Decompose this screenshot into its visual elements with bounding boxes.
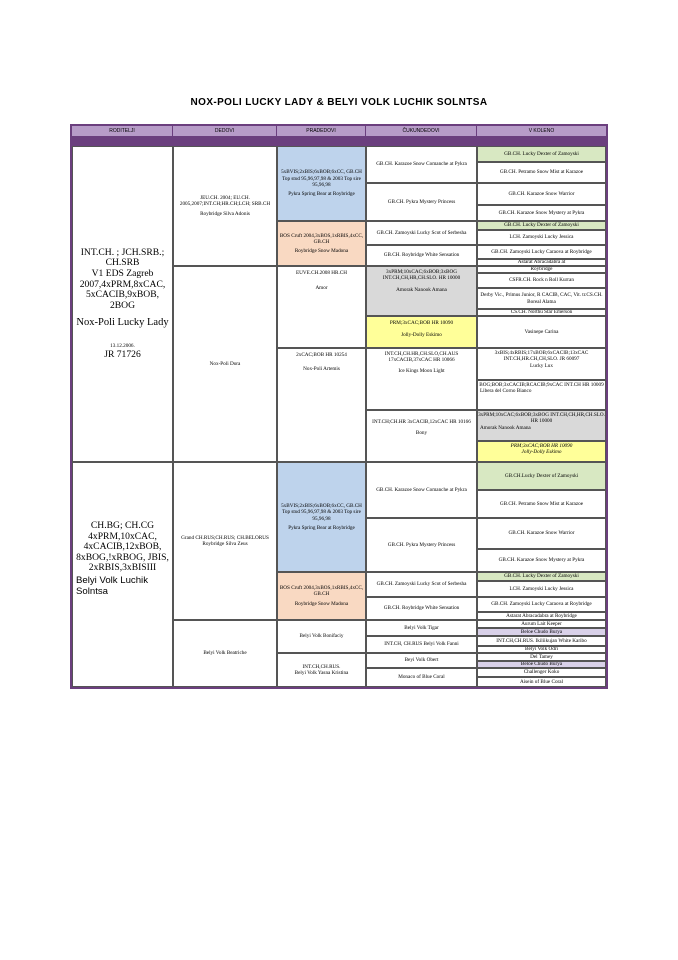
gg4-name: Nox-Poli Artemis <box>303 366 340 373</box>
ancestor-5g-19: GB.CH. Petramo Snow Mist at Karazoe <box>477 490 606 518</box>
parent-1-name: Nox-Poli Lucky Lady <box>76 317 169 329</box>
gg3-titles: EUVE.CH.2008 HR.CH <box>295 270 347 276</box>
grandparent-1-name: Roybridge Silva Adonis <box>200 211 250 218</box>
ancestor-5g-16 <box>477 410 606 441</box>
grandparent-2 <box>173 266 277 462</box>
gg2-titles: BOS Cruft 2004,3xBOS,1xRBIS,4xCC, GB.CH <box>279 232 364 245</box>
ancestor-4g-12: GB.CH. Roybridge White Sensation <box>366 597 477 620</box>
ggg5-titles: 3xPRM;10xCAC;6xBOB;3xBOG INT.CH,CH,HR,CH.SLO. HR 10000 <box>382 269 461 282</box>
ancestor-5g-15-titles: BOG;BOB;3xCACIB;RCACIB;9xCAC INT.CH HR 10009 <box>479 382 604 388</box>
ancestor-5g-4: GB.CH. Karazoe Snow Mystery at Pykra <box>477 205 606 221</box>
grandparent-4-name: Belyi Volk Beatriche <box>203 650 247 657</box>
ancestor-5g-26: Aurum Lait Keeper <box>477 620 606 628</box>
ancestor-5g-15 <box>477 380 606 410</box>
parent-2-titles: CH.BG; CH.CG 4xPRM,10xCAC, 4xCACIB,12xBOB, 8xBOG,!xRBOG, JBIS, 2xRBIS,3xBISIII <box>76 520 169 574</box>
ancestor-4g-15: Beyi Volk Obert <box>366 653 477 668</box>
header-parents: RODITELJI <box>72 126 173 136</box>
gg5-name: Pykra Spring Bear at Roybridge <box>288 524 355 531</box>
ancestor-5g-10: CSFR.CH. Rock n Roll Kurran <box>477 273 606 288</box>
ancestor-5g-27: Beloe Chudo Burya <box>477 628 606 636</box>
ancestor-5g-11-name: Boreal Alatna <box>527 298 556 305</box>
great-grandparent-5 <box>277 462 366 572</box>
ancestor-5g-5: GB.CH. Lucky Dexter of Zamoyski <box>477 221 606 230</box>
grandparent-1 <box>173 146 277 266</box>
ancestor-5g-32: Challenger Koko <box>477 668 606 677</box>
gg5-extra: Top stud 95,96,97,98 & 2003 Top sire 95,96,98 <box>282 509 361 522</box>
gg6-titles: BOS Cruft 2004,3xBOS,1xRBIS,4xCC, GB.CH <box>279 585 364 598</box>
header-grandparents: DEDOVI <box>173 126 277 136</box>
gg6-name: Roybridge Snow Madona <box>294 600 349 607</box>
ancestor-5g-8: Astarat Abracadabra at <box>477 259 606 266</box>
gg8-name: Belyi Volk Yasna Kristina <box>294 670 349 676</box>
gg2-name: Roybridge Snow Madona <box>294 248 349 255</box>
ancestor-4g-1: GB.CH. Karazoe Snow Comanche at Pykra <box>366 146 477 183</box>
great-grandparent-2 <box>277 221 366 266</box>
ggg6-titles: PRM;3xCAC;BOB HR 10090 <box>389 320 454 326</box>
ancestor-5g-18: GB.CH.Lucky Dexter of Zamoyski <box>477 462 606 490</box>
ancestor-5g-33: Aisein of Blue Coral <box>477 677 606 687</box>
gg1-extra: Top stud 95,96,97,98 & 2003 Top sire 95,96,98 <box>282 175 361 188</box>
grandparent-4 <box>173 620 277 687</box>
ancestor-5g-7: GB.CH. Zamoyski Lucky Caraova at Roybridge <box>477 245 606 259</box>
gg5-titles: 5xBVIS;2xBIS;6xBOB;6xCC, GB.CH <box>281 502 362 509</box>
ancestor-4g-4: GB.CH. Roybridge White Sensation <box>366 245 477 266</box>
ancestor-4g-6 <box>366 316 477 348</box>
ancestor-5g-17 <box>477 441 606 462</box>
ancestor-5g-14 <box>477 348 606 380</box>
ancestor-4g-5 <box>366 266 477 316</box>
grandparent-1-titles: JEU.CH. 2004; EU.CH. 2005,2007;INT.CH;HR.CH;LCH; SRB.CH <box>179 194 271 207</box>
great-grandparent-7 <box>277 620 366 653</box>
parent-1 <box>72 146 173 462</box>
ggg6-name: Jolly-Dolly Eskimo <box>401 332 442 339</box>
ancestor-4g-7 <box>366 348 477 410</box>
parent-1-titles: INT.CH. ; JCH.SRB.; CH.SRB <box>80 246 165 269</box>
ancestor-5g-23: LCH. Zamoyski Lucky Jessica <box>477 581 606 597</box>
ancestor-5g-9: Roybridge <box>477 266 606 273</box>
great-grandparent-4 <box>277 348 366 462</box>
gg3-name: Amor <box>315 285 328 292</box>
ggg8-name: Bony <box>415 430 428 437</box>
ancestor-5g-15-name: Libera del Corno Bianco <box>480 388 532 395</box>
ancestor-5g-28: INT.CH,CH.RUS. Ikiliikujan White Karibo <box>477 636 606 646</box>
great-grandparent-8 <box>277 653 366 687</box>
header-fifth-generation: V KOLENO <box>477 126 606 136</box>
ancestor-5g-25: Astarat Abracadabra at Roybridge <box>477 612 606 620</box>
ancestor-5g-29: Belyi Volk Odri <box>477 646 606 653</box>
ancestor-5g-16-name: Amorak Nanook Amana <box>480 424 531 431</box>
parent-2 <box>72 462 173 687</box>
ancestor-4g-3: GB.CH. Zamoyski Lucky Scot of Serbesha <box>366 221 477 245</box>
ancestor-5g-14-name: Lucky Lux <box>530 362 553 369</box>
ancestor-5g-20: GB.CH. Karazoe Snow Warrior <box>477 518 606 549</box>
ancestor-5g-14-titles: 3xBIS;4xRBIS;17xBOB;6xCACIB;13xCAC INT.CH,HR.CH,CH,SLO. JR 60097 <box>494 350 589 363</box>
ggg8-titles: INT.CH;CH.HR 3xCACIB,12xCAC HR 10166 <box>372 419 471 425</box>
ancestor-5g-22: GB.CH. Lucky Dexter of Zamoyski <box>477 572 606 581</box>
parent-1-titles-2: V1 EDS Zagreb 2007,4xPRM,8xCAC, 5xCACIB,9xBOB, 2BOG <box>79 267 166 311</box>
grandparent-2-name: Nox-Poli Dora <box>209 360 241 367</box>
gg1-name: Pykra Spring Bear at Roybridge <box>288 191 355 198</box>
header-great-great-grandparents: ČUKUNDEDOVI <box>366 126 477 136</box>
ancestor-5g-21: GB.CH. Karazoe Snow Mystery at Pykra <box>477 549 606 572</box>
ancestor-4g-9: GB.CH. Karazoe Snow Comanche at Pykra <box>366 462 477 518</box>
grandparent-3-titles: Grand CH.RUS;CH.RUS; CH.BELORUS <box>181 534 269 541</box>
ancestor-5g-11-titles: Derby Vic., Primus Junior, R CACIB, CAC, Vit. tr.CS.CH. <box>480 292 603 299</box>
gg7-name: Belyi Volk Bonifaciy <box>299 633 344 640</box>
ancestor-4g-2: GB.CH. Pykra Mystery Princess <box>366 183 477 221</box>
pedigree-table <box>70 124 608 689</box>
ancestor-5g-13: Vasinepe Carina <box>477 316 606 348</box>
ancestor-5g-31: Beloe Chudo Burya <box>477 661 606 668</box>
great-grandparent-3 <box>277 266 366 348</box>
gg1-titles: 5xBVIS;2xBIS;6xBOB;6xCC, GB.CH <box>281 169 362 176</box>
ggg7-name: Ice Kings Moon Light <box>398 367 445 374</box>
ggg5-name: Amorak Nanook Amana <box>396 286 447 293</box>
header-great-grandparents: PRADEDOVI <box>277 126 366 136</box>
parent-2-name: Belyi Volk Luchik Solntsa <box>76 574 148 597</box>
ancestor-4g-14: INT.CH, CH.RUS Belyi Volk Fanni <box>366 636 477 653</box>
great-grandparent-1 <box>277 146 366 221</box>
great-grandparent-6 <box>277 572 366 620</box>
ancestor-5g-12: CS.CH. Northu Star Emerson <box>477 309 606 316</box>
ancestor-4g-10: GB.CH. Pykra Mystery Princess <box>366 518 477 572</box>
ancestor-5g-2: GB.CH. Petramo Snow Mist at Karazoe <box>477 162 606 183</box>
ancestor-4g-8 <box>366 410 477 462</box>
ancestor-4g-16: Monaco of Blue Coral <box>366 668 477 687</box>
grandparent-3-name: Roybridge Silva Zeus <box>202 541 248 547</box>
parent-1-dob: 13.12.2006. <box>110 343 135 350</box>
ancestor-5g-30: Del Tamey <box>477 653 606 661</box>
gg8-titles: INT.CH,CH.RUS. <box>302 663 341 670</box>
page-title: NOX-POLI LUCKY LADY & BELYI VOLK LUCHIK SOLNTSA <box>190 97 488 108</box>
ggg7-titles: INT.CH,CH.HR,CH.SLO,CH.AUS 17xCACIB,37xCAC HR 10066 <box>384 351 459 364</box>
gg4-titles: 2xCAC;BOB HR 10254 <box>296 352 347 358</box>
ancestor-5g-16-titles: 3xPRM;10xCAC;6xBOB;3xBOG INT.CH,CH,HR,CH.SLO. HR 10000 <box>478 412 605 425</box>
ancestor-5g-6: LCH. Zamoyski Lucky Jessica <box>477 230 606 245</box>
ancestor-4g-13: Belyi Volk Tigar <box>366 620 477 636</box>
ancestor-5g-11 <box>477 288 606 309</box>
ancestor-5g-1: GB.CH. Lucky Dexter of Zamoyski <box>477 146 606 162</box>
ancestor-5g-17-titles: PRM;3xCAC;BOB HR 10090 <box>510 443 573 449</box>
ancestor-5g-3: GB.CH. Karazoe Snow Warrior <box>477 183 606 205</box>
grandparent-3 <box>173 462 277 620</box>
ancestor-4g-11: GB.CH. Zamoyski Lucky Scot of Serbesha <box>366 572 477 597</box>
ancestor-5g-24: GB.CH. Zamoyski Lucky Caraova at Roybridge <box>477 597 606 612</box>
ancestor-5g-17-name: Jolly-Dolly Eskimo <box>521 449 562 456</box>
parent-1-reg: JR 71726 <box>104 348 141 360</box>
